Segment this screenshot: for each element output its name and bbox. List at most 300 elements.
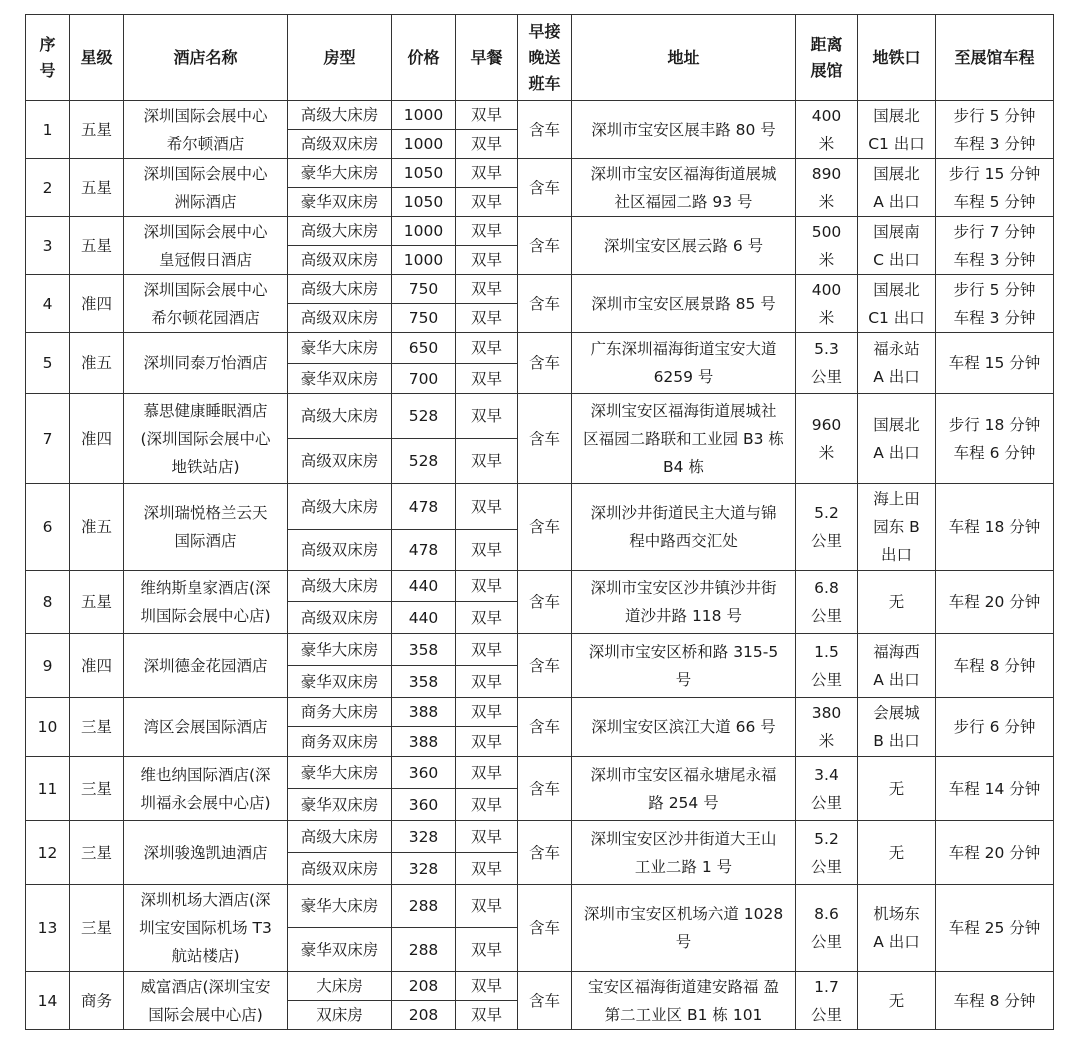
row-no [26,634,70,698]
room-type-text: 豪华大床房 [300,763,379,782]
row-metro-text: 国展北 A 出口 [873,415,920,462]
row-shuttle-text: 含车 [528,593,560,611]
row-address [572,275,796,333]
room-type-text: 豪华双床房 [300,940,379,959]
header-name: 酒店名称 [124,15,288,101]
row-star [70,484,124,571]
table-row [26,275,1054,304]
room-breakfast-text: 双早 [470,135,502,153]
room-price [392,246,456,275]
row-star [70,634,124,698]
room-price-text: 1000 [403,251,444,269]
room-breakfast [456,757,518,789]
room-price-text: 358 [408,640,439,659]
row-hotel-name [124,275,288,333]
room-breakfast-text: 双早 [470,164,502,182]
room-type-text: 商务大床房 [300,703,379,721]
room-price [392,439,456,484]
row-star-text: 三星 [80,843,112,862]
row-star [70,394,124,484]
room-price [392,972,456,1001]
table-body [26,101,1054,1030]
row-no-text: 6 [42,518,53,536]
row-no [26,333,70,394]
room-price [392,364,456,394]
room-type [288,159,392,188]
room-price [392,666,456,698]
row-address-text: 深圳市宝安区展景路 85 号 [591,294,776,313]
room-type [288,789,392,821]
row-travel-time-text: 车程 20 分钟 [948,593,1041,611]
row-no [26,394,70,484]
row-star-text: 五星 [80,236,112,255]
row-hotel-name [124,217,288,275]
row-metro [858,484,936,571]
room-type-text: 豪华双床房 [300,193,379,211]
room-type [288,484,392,530]
row-distance [796,698,858,757]
row-travel-time [936,484,1054,571]
row-metro-text: 无 [888,991,905,1010]
row-shuttle [518,885,572,972]
room-price-text: 528 [408,452,439,470]
row-travel-time-text: 步行 15 分钟 车程 5 分钟 [948,164,1041,211]
room-breakfast-text: 双早 [470,672,502,691]
row-travel-time [936,101,1054,159]
row-shuttle-text: 含车 [528,120,560,139]
row-shuttle [518,101,572,159]
row-shuttle-text: 含车 [528,843,560,862]
room-breakfast [456,304,518,333]
table-row [26,394,1054,439]
room-breakfast-text: 双早 [470,640,502,659]
row-no-text: 10 [37,718,58,736]
row-travel-time-text: 车程 18 分钟 [948,518,1041,536]
room-breakfast-text: 双早 [470,608,502,627]
room-breakfast-text: 双早 [470,251,502,269]
room-breakfast [456,275,518,304]
row-distance [796,972,858,1030]
room-price-text: 208 [408,977,439,995]
row-address-text: 深圳市宝安区福海街道展城 社区福园二路 93 号 [590,164,777,211]
row-star [70,821,124,885]
room-breakfast-text: 双早 [470,407,502,425]
row-star-text: 五星 [80,593,112,611]
room-type-text: 商务双床房 [300,732,379,751]
row-hotel-name-text: 深圳同泰万怡酒店 [143,354,268,372]
row-metro-text: 无 [888,843,905,862]
room-type [288,757,392,789]
row-hotel-name [124,484,288,571]
room-type-text: 高级双床房 [300,135,379,153]
room-price-text: 1050 [403,193,444,211]
row-star-text: 三星 [80,779,112,798]
row-hotel-name-text: 深圳机场大酒店(深 圳宝安国际机场 T3 航站楼店) [139,891,272,965]
row-distance-text: 890 米 [811,164,842,211]
row-no [26,972,70,1030]
room-price [392,1001,456,1030]
row-star [70,571,124,634]
room-type [288,394,392,439]
row-address [572,571,796,634]
room-price [392,188,456,217]
room-type [288,188,392,217]
room-breakfast [456,789,518,821]
row-address-text: 广东深圳福海街道宝安大道 6259 号 [590,340,777,386]
row-shuttle-text: 含车 [528,178,560,197]
room-type [288,571,392,602]
row-star-text: 五星 [80,120,112,139]
room-breakfast-text: 双早 [470,222,502,240]
room-price-text: 208 [408,1006,439,1024]
room-price-text: 388 [408,732,439,751]
room-price [392,727,456,757]
room-price-text: 440 [408,577,439,595]
room-breakfast [456,246,518,275]
row-hotel-name [124,101,288,159]
room-type-text: 高级双床房 [300,859,379,878]
room-price [392,634,456,666]
row-distance [796,217,858,275]
row-hotel-name [124,394,288,484]
row-star-text: 三星 [80,919,112,937]
room-type-text: 大床房 [316,977,363,995]
row-address [572,821,796,885]
room-breakfast [456,602,518,634]
row-metro-text: 福海西 A 出口 [873,642,920,689]
room-price [392,159,456,188]
room-breakfast-text: 双早 [470,897,502,915]
room-price [392,757,456,789]
room-price [392,130,456,159]
room-breakfast-text: 双早 [470,497,502,516]
room-breakfast-text: 双早 [470,193,502,211]
row-address-text: 深圳市宝安区福永塘尾永福 路 254 号 [590,765,777,812]
row-address-text: 深圳沙井街道民主大道与锦 程中路西交汇处 [590,504,777,550]
room-breakfast-text: 双早 [470,309,502,327]
row-star-text: 三星 [80,718,112,736]
room-price [392,789,456,821]
room-price [392,885,456,928]
room-breakfast-text: 双早 [470,795,502,814]
room-type-text: 豪华大床房 [300,897,379,915]
row-distance [796,757,858,821]
row-star [70,885,124,972]
room-breakfast-text: 双早 [470,859,502,878]
row-shuttle [518,972,572,1030]
row-hotel-name-text: 威富酒店(深圳宝安 国际会展中心店) [140,977,271,1024]
room-type-text: 豪华大床房 [300,640,379,659]
room-breakfast [456,727,518,757]
room-price [392,217,456,246]
room-price-text: 478 [408,541,439,559]
row-address [572,101,796,159]
table-header [26,15,1054,101]
room-type-text: 高级大床房 [300,577,379,595]
room-breakfast [456,928,518,972]
room-breakfast-text: 双早 [470,732,502,751]
room-price [392,853,456,885]
row-distance [796,333,858,394]
row-hotel-name-text: 深圳国际会展中心 皇冠假日酒店 [143,222,268,269]
row-address-text: 深圳宝安区滨江大道 66 号 [591,718,776,736]
header-price: 价格 [392,15,456,101]
row-address-text: 宝安区福海街道建安路福 盈 第二工业区 B1 栋 101 [588,977,779,1024]
row-hotel-name-text: 湾区会展国际酒店 [143,718,268,736]
room-type [288,364,392,394]
row-hotel-name-text: 深圳德金花园酒店 [143,656,268,675]
table-row [26,484,1054,530]
row-no [26,757,70,821]
row-distance-text: 960 米 [811,415,842,462]
row-star [70,698,124,757]
room-type-text: 豪华双床房 [300,795,379,814]
row-address-text: 深圳市宝安区机场六道 1028 号 [583,905,784,951]
row-distance-text: 5.3 公里 [810,340,842,386]
header-breakfast: 早餐 [456,15,518,101]
table-row [26,972,1054,1001]
room-price [392,928,456,972]
row-address-text: 深圳市宝安区沙井镇沙井街 道沙井路 118 号 [590,579,777,625]
row-travel-time [936,757,1054,821]
row-metro-text: 无 [888,779,905,798]
row-address-text: 深圳宝安区沙井街道大王山 工业二路 1 号 [590,829,777,876]
row-hotel-name-text: 深圳国际会展中心 希尔顿酒店 [143,106,268,153]
room-breakfast [456,972,518,1001]
row-distance-text: 500 米 [811,222,842,269]
room-breakfast-text: 双早 [470,977,502,995]
room-breakfast [456,853,518,885]
room-breakfast [456,698,518,727]
row-distance-text: 1.7 公里 [810,977,842,1024]
row-metro [858,757,936,821]
row-shuttle [518,484,572,571]
row-travel-time [936,972,1054,1030]
room-type [288,333,392,364]
row-address [572,159,796,217]
table-row [26,217,1054,246]
room-breakfast [456,885,518,928]
row-address [572,757,796,821]
row-distance-text: 400 米 [811,106,842,153]
row-hotel-name [124,333,288,394]
header-distance [796,15,858,101]
row-distance-text: 5.2 公里 [810,504,842,550]
row-travel-time [936,885,1054,972]
row-travel-time-text: 步行 5 分钟 车程 3 分钟 [953,106,1036,153]
row-shuttle-text: 含车 [528,236,560,255]
table-row [26,333,1054,364]
row-address-text: 深圳市宝安区展丰路 80 号 [591,120,776,139]
room-price-text: 360 [408,795,439,814]
room-price [392,333,456,364]
room-breakfast [456,188,518,217]
row-star-text: 准四 [80,429,112,448]
header-no [26,15,70,101]
row-no-text: 4 [42,294,53,313]
row-address [572,972,796,1030]
table-row [26,101,1054,130]
row-distance [796,394,858,484]
row-shuttle [518,698,572,757]
row-shuttle [518,571,572,634]
room-price-text: 750 [408,280,439,298]
room-price [392,101,456,130]
room-breakfast-text: 双早 [470,541,502,559]
row-shuttle [518,757,572,821]
room-price-text: 700 [408,369,439,388]
row-travel-time [936,275,1054,333]
room-price [392,698,456,727]
room-price-text: 1000 [403,106,444,124]
row-distance [796,571,858,634]
room-type [288,634,392,666]
row-address [572,634,796,698]
row-star-text: 准四 [80,294,112,313]
row-shuttle-text: 含车 [528,429,560,448]
row-metro-text: 国展北 C1 出口 [868,106,925,153]
room-price-text: 388 [408,703,439,721]
room-price [392,530,456,571]
row-travel-time [936,217,1054,275]
row-metro [858,159,936,217]
row-shuttle [518,333,572,394]
row-star [70,101,124,159]
row-travel-time [936,333,1054,394]
room-price-text: 650 [408,339,439,357]
row-address [572,394,796,484]
row-metro [858,571,936,634]
row-star [70,757,124,821]
room-type-text: 豪华大床房 [300,339,379,357]
room-type [288,101,392,130]
row-address-text: 深圳市宝安区桥和路 315-5 号 [588,642,779,689]
row-distance [796,275,858,333]
row-star [70,972,124,1030]
row-shuttle-text: 含车 [528,294,560,313]
row-travel-time-text: 车程 20 分钟 [948,843,1041,862]
row-star-text: 准五 [80,354,112,372]
row-no-text: 14 [37,991,58,1010]
row-metro [858,634,936,698]
row-metro [858,217,936,275]
room-price-text: 358 [408,672,439,691]
room-price [392,484,456,530]
room-type-text: 高级双床房 [300,309,379,327]
table-row [26,698,1054,727]
room-breakfast [456,364,518,394]
row-no-text: 2 [42,178,53,197]
row-no-text: 7 [42,429,53,448]
row-travel-time-text: 车程 8 分钟 [953,991,1036,1010]
row-hotel-name [124,159,288,217]
row-shuttle-text: 含车 [528,354,560,372]
room-breakfast [456,571,518,602]
room-breakfast-text: 双早 [470,369,502,388]
row-hotel-name [124,972,288,1030]
row-hotel-name-text: 深圳骏逸凯迪酒店 [143,843,268,862]
row-distance [796,885,858,972]
room-price-text: 360 [408,763,439,782]
room-type [288,666,392,698]
row-hotel-name [124,698,288,757]
row-travel-time [936,394,1054,484]
row-star-text: 商务 [80,991,112,1010]
room-type [288,928,392,972]
row-shuttle-text: 含车 [528,991,560,1010]
row-travel-time [936,821,1054,885]
row-no-text: 11 [37,779,58,798]
row-no [26,275,70,333]
room-type [288,130,392,159]
table-row [26,821,1054,853]
room-type [288,602,392,634]
row-distance [796,159,858,217]
room-breakfast [456,130,518,159]
room-breakfast [456,159,518,188]
room-breakfast [456,101,518,130]
header-shuttle-text: 早接 晚送 班车 [528,21,561,93]
row-address [572,333,796,394]
table-row [26,634,1054,666]
row-no-text: 12 [37,843,58,862]
room-breakfast [456,394,518,439]
room-type-text: 高级大床房 [300,222,379,240]
row-travel-time-text: 车程 25 分钟 [948,919,1041,937]
row-no [26,484,70,571]
room-breakfast-text: 双早 [470,940,502,959]
row-star [70,275,124,333]
room-type-text: 高级双床房 [300,452,379,470]
room-price-text: 478 [408,497,439,516]
row-no-text: 5 [42,354,53,372]
row-star [70,159,124,217]
row-metro [858,698,936,757]
row-travel-time [936,159,1054,217]
table-row [26,885,1054,928]
row-hotel-name-text: 慕思健康睡眠酒店 (深圳国际会展中心 地铁站店) [140,401,271,476]
row-travel-time-text: 车程 14 分钟 [948,779,1041,798]
room-type-text: 高级双床房 [300,251,379,269]
row-no [26,821,70,885]
room-type-text: 高级双床房 [300,541,379,559]
row-distance [796,101,858,159]
row-star-text: 准四 [80,656,112,675]
header-shuttle [518,15,572,101]
room-price-text: 328 [408,859,439,878]
row-travel-time-text: 步行 6 分钟 [953,718,1036,736]
room-type [288,885,392,928]
room-price [392,394,456,439]
row-no-text: 1 [42,120,53,139]
room-type [288,972,392,1001]
room-price-text: 528 [408,407,439,425]
row-hotel-name-text: 深圳国际会展中心 洲际酒店 [143,164,268,211]
row-address [572,698,796,757]
room-breakfast-text: 双早 [470,763,502,782]
header-time: 至展馆车程 [936,15,1054,101]
row-no [26,885,70,972]
room-type [288,439,392,484]
room-type [288,727,392,757]
row-no-text: 8 [42,593,53,611]
room-breakfast-text: 双早 [470,577,502,595]
row-hotel-name [124,885,288,972]
row-shuttle [518,394,572,484]
row-metro [858,275,936,333]
room-type-text: 豪华大床房 [300,164,379,182]
row-hotel-name-text: 维也纳国际酒店(深 圳福永会展中心店) [140,765,271,812]
